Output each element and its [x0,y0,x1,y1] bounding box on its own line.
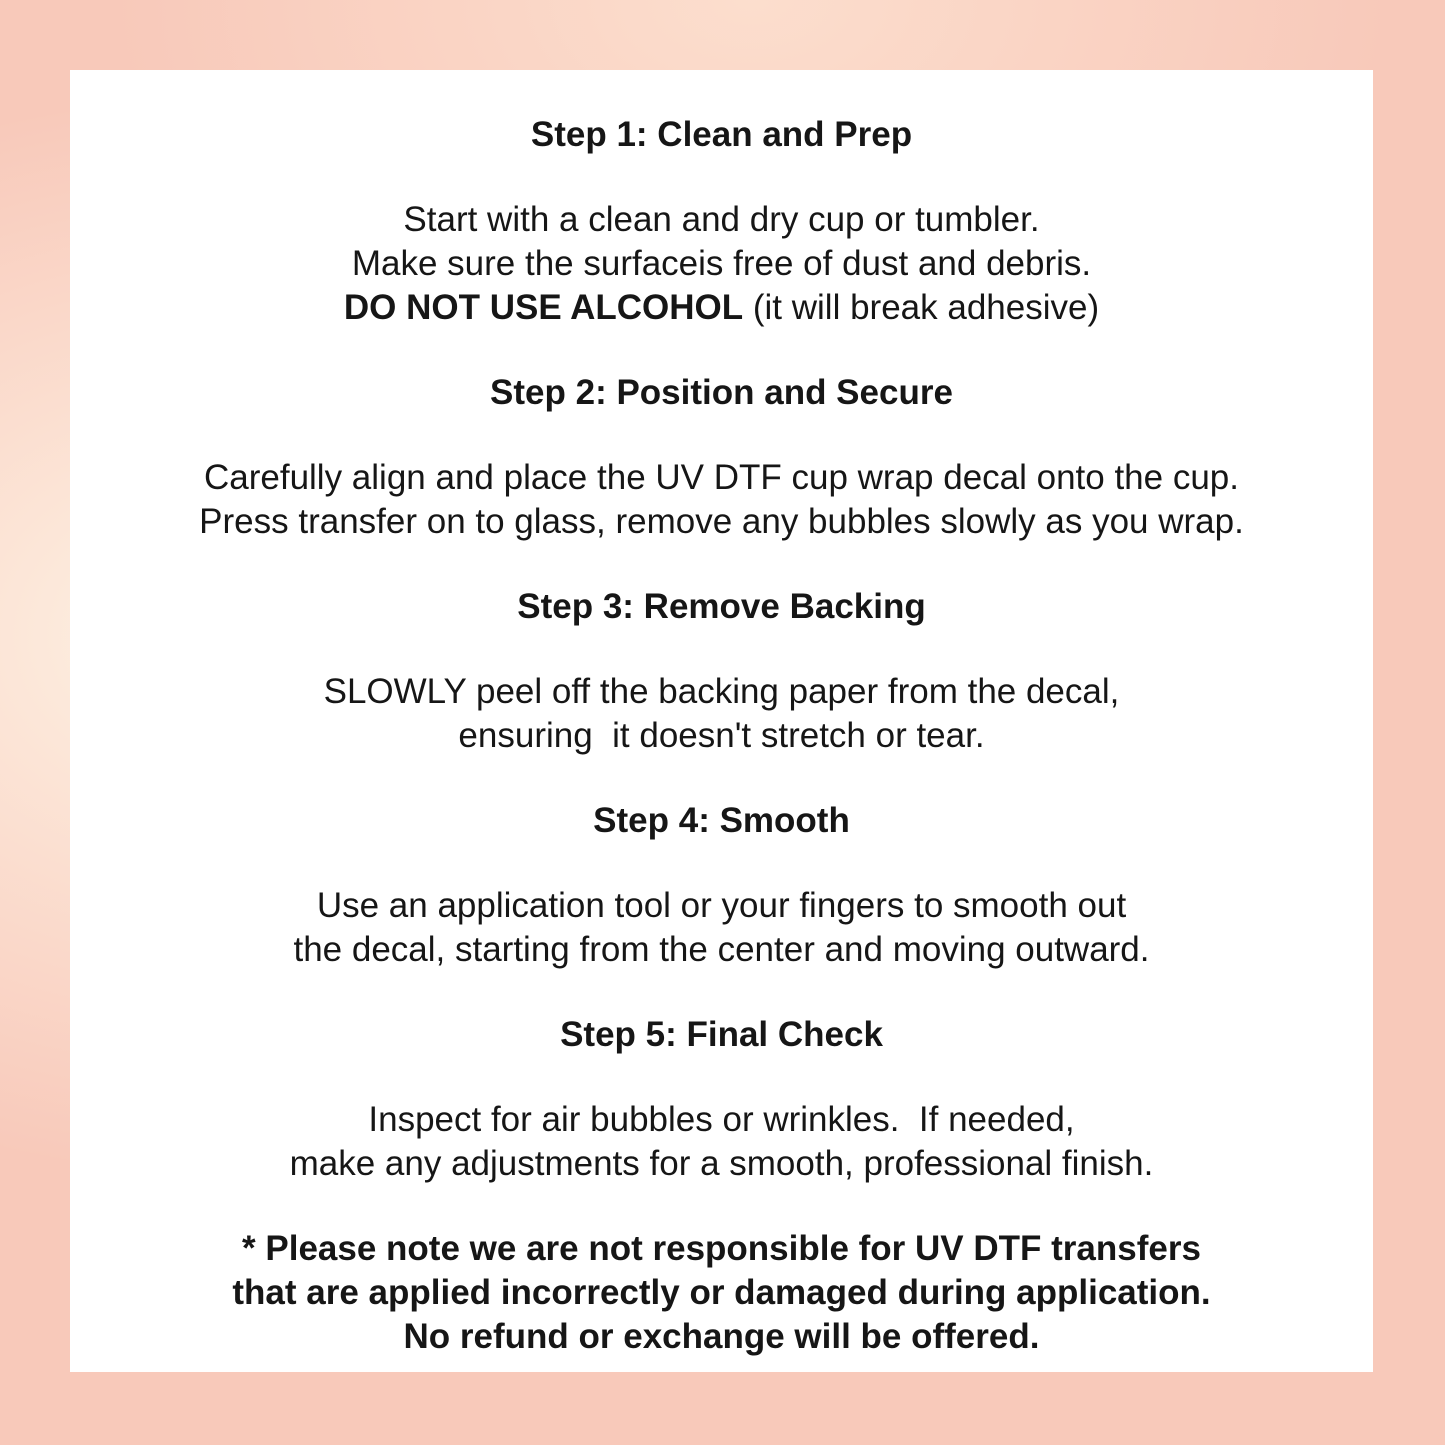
step2-line2: Press transfer on to glass, remove any bubbles slowly as you wrap. [199,502,1244,541]
step1-body [70,198,1373,330]
disclaimer-line3: No refund or exchange will be offered. [403,1317,1040,1356]
step5-line2: make any adjustments for a smooth, professional finish. [289,1144,1154,1183]
step1-heading: Step 1: Clean and Prep [530,115,913,154]
step1-line3 [70,286,1373,330]
step4-body [70,884,1373,972]
step2-heading: Step 2: Position and Secure [490,373,953,412]
step2-line1: Carefully align and place the UV DTF cup wrap decal onto the cup. [203,458,1239,497]
step1-line3-note: (it will break adhesive) [743,288,1100,327]
step3-line1: SLOWLY peel off the backing paper from the decal, [323,672,1120,711]
instruction-card [70,70,1373,1372]
disclaimer-line1: * Please note we are not responsible for UV DTF transfers [242,1229,1201,1268]
step4-line2: the decal, starting from the center and moving outward. [293,930,1150,969]
step5-body [70,1098,1373,1186]
step1-line3-bold-warning: DO NOT USE ALCOHOL [343,288,744,327]
step1-line2: Make sure the surfaceis free of dust and debris. [351,244,1092,283]
step2-body [70,456,1373,544]
step3-body [70,670,1373,758]
step3-heading: Step 3: Remove Backing [517,587,926,626]
step4-line1: Use an application tool or your fingers to smooth out [316,886,1127,925]
step5-line1: Inspect for air bubbles or wrinkles. If needed, [368,1100,1075,1139]
step3-line2: ensuring it doesn't stretch or tear. [458,716,985,755]
disclaimer-line2: that are applied incorrectly or damaged during application. [232,1273,1211,1312]
step4-heading: Step 4: Smooth [593,801,850,840]
step5-heading: Step 5: Final Check [560,1015,883,1054]
step1-line1: Start with a clean and dry cup or tumbler. [403,200,1040,239]
disclaimer [70,1227,1373,1359]
